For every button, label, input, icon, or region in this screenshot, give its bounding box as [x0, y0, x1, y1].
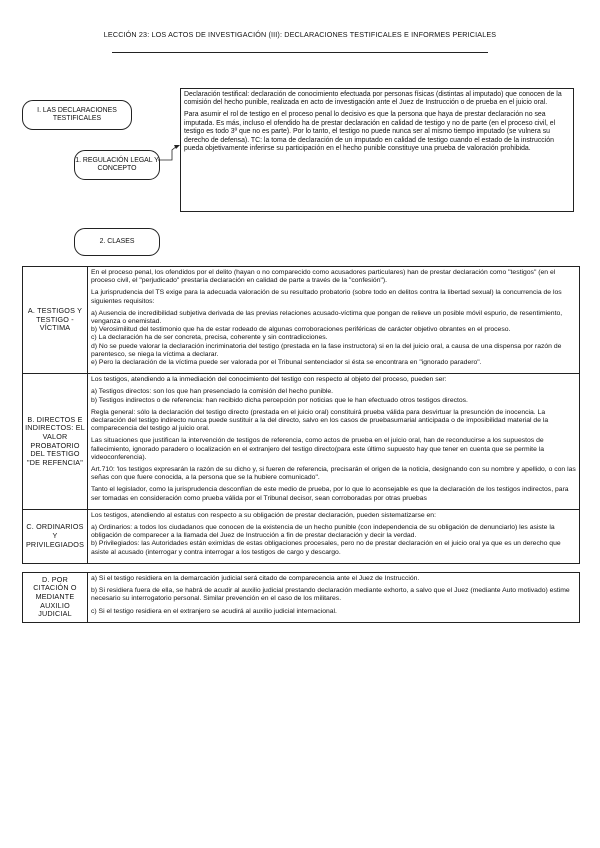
row-paragraph: Los testigos, atendiendo a la inmediación del conocimiento del testigo con respecto al objeto del proceso, pueden ser: [91, 376, 447, 384]
row-paragraph: b) Si residiera fuera de ella, se habrá de acudir al auxilio judicial prestando declaración mediante exhorto, a salvo que el Juez (mediante Auto motivado) estime necesario su interrogatorio personal. Similar prevención en el caso de los militares. [91, 587, 570, 603]
row-paragraph: Tanto el legislador, como la jurisprudencia desconfían de este medio de prueba, por lo que lo aconsejable es que la declaración de los testigos indirectos, para ser tomadas en consideración como prueba válida por el Tribunal decisor, sean corroboradas por otras pruebas [91, 486, 569, 502]
row-label: D. POR CITACIÓN O MEDIANTE AUXILIO JUDICIAL [23, 572, 88, 622]
row-content [88, 572, 580, 622]
row-paragraph: a) Si el testigo residiera en la demarcación judicial será citado de comparecencia ante el Juez de Instrucción. [91, 574, 420, 582]
section-declaraciones-pill: I. LAS DECLARACIONES TESTIFICALES [22, 100, 132, 130]
row-paragraph: En el proceso penal, los ofendidos por el delito (hayan o no comparecido como acusadores particulares) han de prestar declaración como "testigos" (en el proceso civil, el "perjudicado" prestaría declaración en calidad de parte a través de la "confesión"). [91, 269, 556, 285]
row-label: A. TESTIGOS Y TESTIGO -VÍCTIMA [23, 267, 88, 374]
row-label: C. ORDINARIOS Y PRIVILEGIADOS [23, 509, 88, 563]
regulacion-pill: 1. REGULACIÓN LEGAL Y CONCEPTO [74, 150, 160, 180]
row-paragraph: Las situaciones que justifican la intervención de testigos de referencia, como actos de prueba en el juicio oral, han de reconducirse a los supuestos de fallecimiento, ignorado paradero o localización en el extranjero del testigo directo(para este último supuesto hay que tener en cuenta que se permite la videoconferencia). [91, 437, 545, 461]
definition-paragraph: Para asumir el rol de testigo en el proceso penal lo decisivo es que la persona que haya de prestar declaración no sea imputada. Es más, incluso el ofendido ha de prestar declaración en calidad de testigo y no de parte (en el proceso civil, el testigo es todo 3º que no es parte). Por lo tanto, el testigo no puede nunca ser al mismo tiempo imputado (se vulnera su derecho de defensa). TC: la toma de declaración de un imputado en calidad de testigo cuando el estado de la instrucción pueda objetivamente inferirse su participación en el hecho punible constituye una prueba de valoración prohibida. [184, 111, 556, 152]
row-content [88, 267, 580, 374]
row-content [88, 374, 580, 510]
row-paragraph: Regla general: sólo la declaración del testigo directo (prestada en el juicio oral) constituirá prueba válida para desvirtuar la presunción de inocencia. La declaración del testigo indirecto nunca puede sustituir a la del directo, salvo en los casos de pruebasumarial anticipada o de imposibilidad material de la comparecencia del testigo al juicio oral. [91, 408, 549, 433]
table-row [23, 509, 580, 563]
clases-table [22, 266, 580, 623]
definition-paragraph: Declaración testifical: declaración de conocimiento efectuada por personas físicas (distintas al imputado) que conocen de la comisión del hecho punible, realizada en acto de investigación ante el Juez de Instrucción o de prueba en el juicio oral. [184, 91, 562, 107]
page-title: LECCIÓN 23: LOS ACTOS DE INVESTIGACIÓN (III): DECLARACIONES TESTIFICALES E INFORMES PERICIALES [103, 30, 497, 39]
clases-pill: 2. CLASES [74, 228, 160, 256]
table-row [23, 374, 580, 510]
row-paragraph: Art.710: 'los testigos expresarán la razón de su dicho y, si fueren de referencia, precisarán el origen de la noticia, designando con su nombre y apellido, o con las señas con que fuere conocida, a la persona que se la hubiere comunicado". [91, 466, 576, 482]
definition-box [180, 88, 574, 212]
row-paragraph: Los testigos, atendiendo al estatus con respecto a su obligación de prestar declaración, pueden sistematizarse en: [91, 511, 436, 519]
table-spacer [23, 563, 580, 572]
row-content [88, 509, 580, 563]
table-row [23, 572, 580, 622]
row-paragraph: a) Ausencia de incredibilidad subjetiva derivada de las previas relaciones acusado-víctima que pongan de relieve un posible móvil espurio, de resentimiento, venganza o enemistad. b) Verosimilitud del testimonio que ha de estar rodeado de algunas corroboraciones periféricas de carácter objetivo obrantes en el proceso. c) La declaración ha de ser concreta, precisa, coherente y sin contradicciones. d) No se puede valorar la declaración incriminatoria del testigo (prestada en la fase instructora) si en la del juicio oral, a causa de una dispensa por razón de parentesco, se niega la víctima a declarar. e) Pero la declaración de la víctima puede ser valorada por el Tribunal sentenciador si ésta se encontrara en "ignorado paradero". [91, 309, 563, 367]
row-paragraph: La jurisprudencia del TS exige para la adecuada valoración de su resultado probatorio (sobre todo en delitos contra la libertad sexual) la concurrencia de los siguientes requisitos: [91, 289, 562, 305]
row-paragraph: a) Testigos directos: son los que han presenciado la comisión del hecho punible. b) Testigos indirectos o de referencia: han recibido dicha percepción por noticias que le han efectuado otros testigos directos. [91, 388, 468, 404]
row-label: B. DIRECTOS E INDIRECTOS: EL VALOR PROBATORIO DEL TESTIGO "DE REFENCIA" [23, 374, 88, 510]
row-paragraph: a) Ordinarios: a todos los ciudadanos que conocen de la existencia de un hecho punible (con independencia de su obligación de denunciarlo) les asiste la obligación de comparecer a la llamada del Juez de Instrucción a fin de prestar declaración y decir la verdad. b) Privilegiados: las Autoridades están eximidas de estas obligaciones procesales, pero no de prestar declaración en el juicio oral ya que es un derecho que asiste al acusado (interrogar y contra interrogar a los testigos de cargo y descargo. [91, 524, 561, 556]
row-paragraph: c) Si el testigo residiera en el extranjero se acudirá al auxilio judicial internacional. [91, 607, 337, 615]
table-row [23, 267, 580, 374]
